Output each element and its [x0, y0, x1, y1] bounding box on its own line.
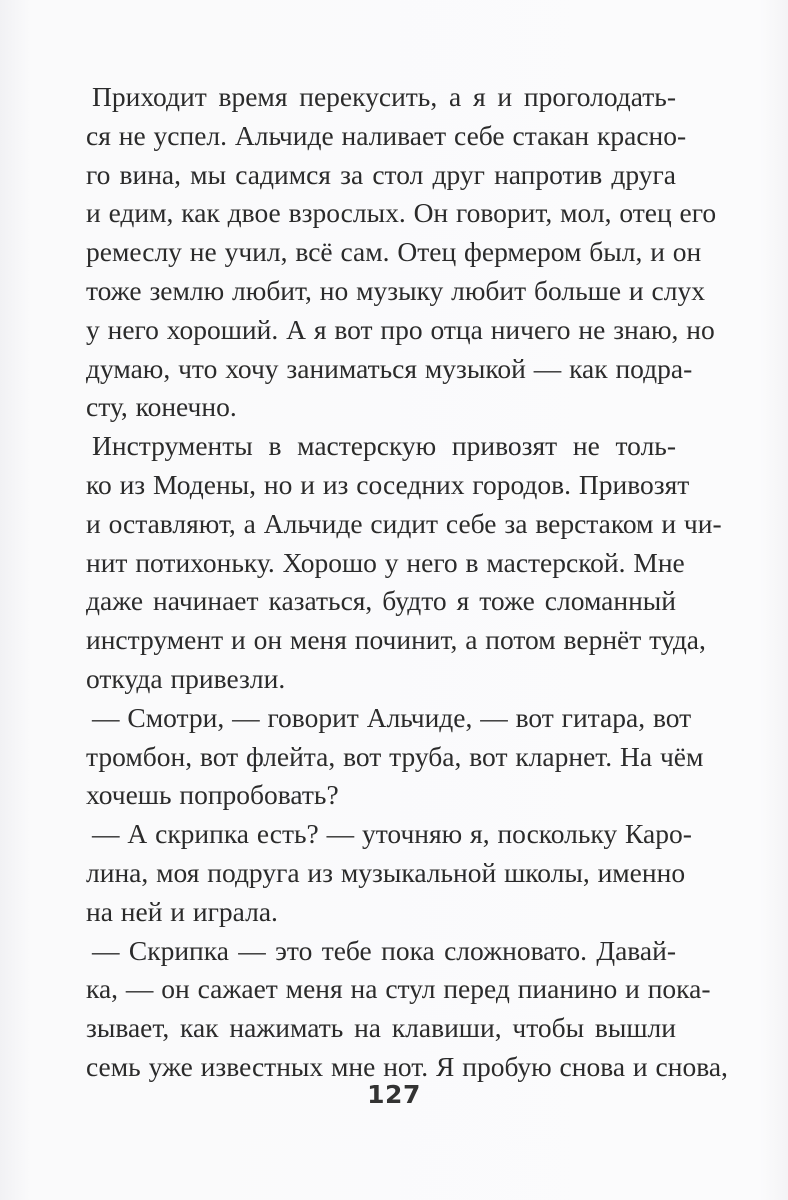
- text-line: — А скрипка есть? — уточняю я, поскольку Каро-: [92, 818, 692, 850]
- text-line: и едим, как двое взрослых. Он говорит, мол, отец его: [86, 197, 717, 229]
- text-line: инструмент и он меня починит, а потом вернёт туда,: [86, 624, 706, 656]
- body-text: [86, 78, 728, 1087]
- text-line: ремеслу не учил, всё сам. Отец фермером был, и он: [86, 236, 702, 268]
- text-line: у него хороший. А я вот про отца ничего не знаю, но: [86, 313, 715, 345]
- text-line: лина, моя подруга из музыкальной школы, именно: [86, 856, 686, 888]
- text-line: Инструменты в мастерскую привозят не толь-: [92, 430, 676, 462]
- text-line: — Смотри, — говорит Альчиде, — вот гитара, вот: [92, 701, 692, 733]
- text-line: сту, конечно.: [86, 391, 237, 423]
- text-line: откуда привезли.: [86, 662, 286, 694]
- text-line: ся не успел. Альчиде наливает себе стакан красно-: [86, 119, 687, 151]
- text-line: и оставляют, а Альчиде сидит себе за верстаком и чи-: [86, 507, 722, 539]
- text-line: думаю, что хочу заниматься музыкой — как подра-: [86, 352, 693, 384]
- text-line: тоже землю любит, но музыку любит больше и слух: [86, 274, 705, 306]
- text-line: семь уже известных мне нот. Я пробую снова и снова,: [86, 1050, 728, 1082]
- page-number: 127: [367, 1080, 421, 1109]
- text-line: Приходит время перекусить, а я и проголодать-: [92, 81, 676, 112]
- text-line: зывает, как нажимать на клавиши, чтобы вышли: [86, 1012, 676, 1044]
- text-line: — Скрипка — это тебе пока сложновато. Давай-: [92, 934, 676, 966]
- text-line: ка, — он сажает меня на стул перед пианино и пока-: [86, 973, 711, 1005]
- text-line: на ней и играла.: [86, 895, 278, 927]
- text-line: нит потихоньку. Хорошо у него в мастерской. Мне: [86, 546, 685, 578]
- text-line: го вина, мы садимся за стол друг напротив друга: [86, 158, 676, 190]
- text-line: тромбон, вот флейта, вот труба, вот кларнет. На чём: [86, 740, 704, 772]
- text-line: даже начинает казаться, будто я тоже сломанный: [86, 585, 676, 617]
- text-line: хочешь попробовать?: [86, 779, 339, 811]
- text-line: ко из Модены, но и из соседних городов. Привозят: [86, 468, 690, 500]
